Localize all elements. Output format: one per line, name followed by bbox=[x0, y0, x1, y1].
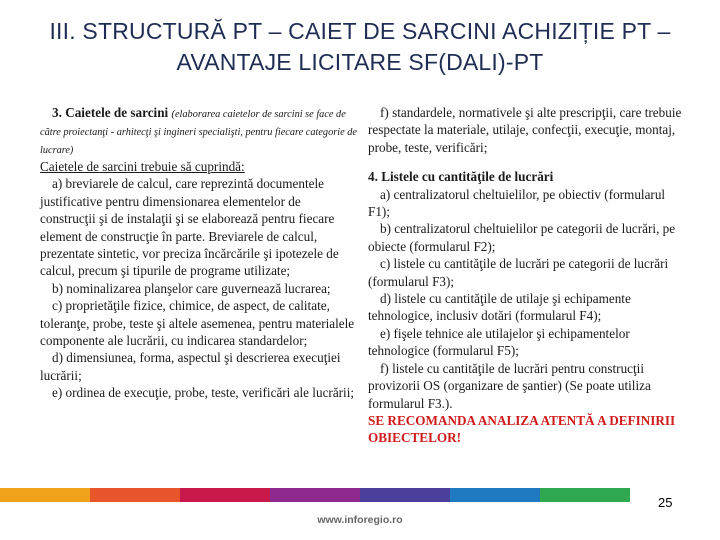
color-segment bbox=[0, 488, 90, 502]
item-f: f) standardele, normativele şi alte prescripţii, care trebuie respectate la materiale, utilaje, confecţii, execuţie, montaj, probe, teste, verificări; bbox=[368, 105, 682, 155]
footer-color-bar bbox=[0, 488, 720, 502]
item-d: d) dimensiunea, forma, aspectul şi descrierea execuţiei lucrării; bbox=[40, 350, 341, 383]
item-e: e) ordinea de execuţie, probe, teste, verificări ale lucrării; bbox=[52, 385, 355, 401]
list-item: f) listele cu cantităţile de lucrări pentru construcţii provizorii OS (organizare de şantier) (Se poate utiliza formularul F3.). bbox=[368, 360, 651, 411]
list-item: e) fişele tehnice ale utilajelor şi echipamentelor tehnologice (formularul F5); bbox=[368, 325, 630, 359]
right-column bbox=[368, 104, 686, 447]
section-3-intro: Caietele de sarcini trebuie să cuprindă: bbox=[40, 159, 245, 174]
section-3-heading: 3. Caietele de sarcini bbox=[52, 105, 169, 120]
list-item: c) listele cu cantităţile de lucrări pe categorii de lucrări (formularul F3); bbox=[368, 256, 669, 289]
color-segment bbox=[360, 488, 450, 502]
color-segment bbox=[540, 488, 630, 502]
list-item: d) listele cu cantităţile de utilaje şi echipamente tehnologice, inclusiv dotări (formularul F4); bbox=[368, 291, 631, 324]
color-segment bbox=[180, 488, 270, 502]
list-item: a) centralizatorul cheltuielilor, pe obiectiv (formularul F1); bbox=[368, 186, 666, 220]
page-number: 25 bbox=[658, 495, 673, 510]
section-3-header bbox=[40, 104, 358, 158]
item-a: a) breviarele de calcul, care reprezintă documentele justificative pentru dimensionarea elementelor de construcţii şi de instalaţii şi se elaborează pentru fiecare element de construcţie în parte. Breviarele de calcul, prezentate sintetic, vor preciza încărcările şi ipotezele de calcul, precum şi tipurile de programe utilizate; bbox=[40, 176, 339, 279]
section-3-note: (elaborarea caietelor de sarcini se face de către proiectanţi - arhitecţi şi ingineri specialişti, pentru fiecare categorie de lucrare) bbox=[40, 109, 357, 156]
item-c: c) proprietăţile fizice, chimice, de aspect, de calitate, toleranţe, probe, teste şi altele asemenea, pentru materialele componente ale lucrării, cu indicarea standardelor; bbox=[40, 298, 355, 349]
page-number-box bbox=[630, 488, 720, 510]
warning-text: SE RECOMANDA ANALIZA ATENTĂ A DEFINIRII OBIECTELOR! bbox=[368, 412, 676, 446]
item-b: b) nominalizarea planşelor care guvernează lucrarea; bbox=[52, 280, 331, 296]
section-4-heading: 4. Listele cu cantităţile de lucrări bbox=[368, 169, 554, 185]
color-segment bbox=[90, 488, 180, 502]
left-column bbox=[40, 104, 358, 402]
color-segment bbox=[450, 488, 540, 502]
color-segment bbox=[270, 488, 360, 502]
list-item: b) centralizatorul cheltuielilor pe categorii de lucrări, pe obiecte (formularul F2); bbox=[368, 221, 676, 254]
slide-title: III. STRUCTURĂ PT – CAIET DE SARCINI ACHIZIȚIE PT – AVANTAJE LICITARE SF(DALI)-PT bbox=[49, 18, 671, 75]
footer-url[interactable]: www.inforegio.ro bbox=[317, 514, 403, 526]
